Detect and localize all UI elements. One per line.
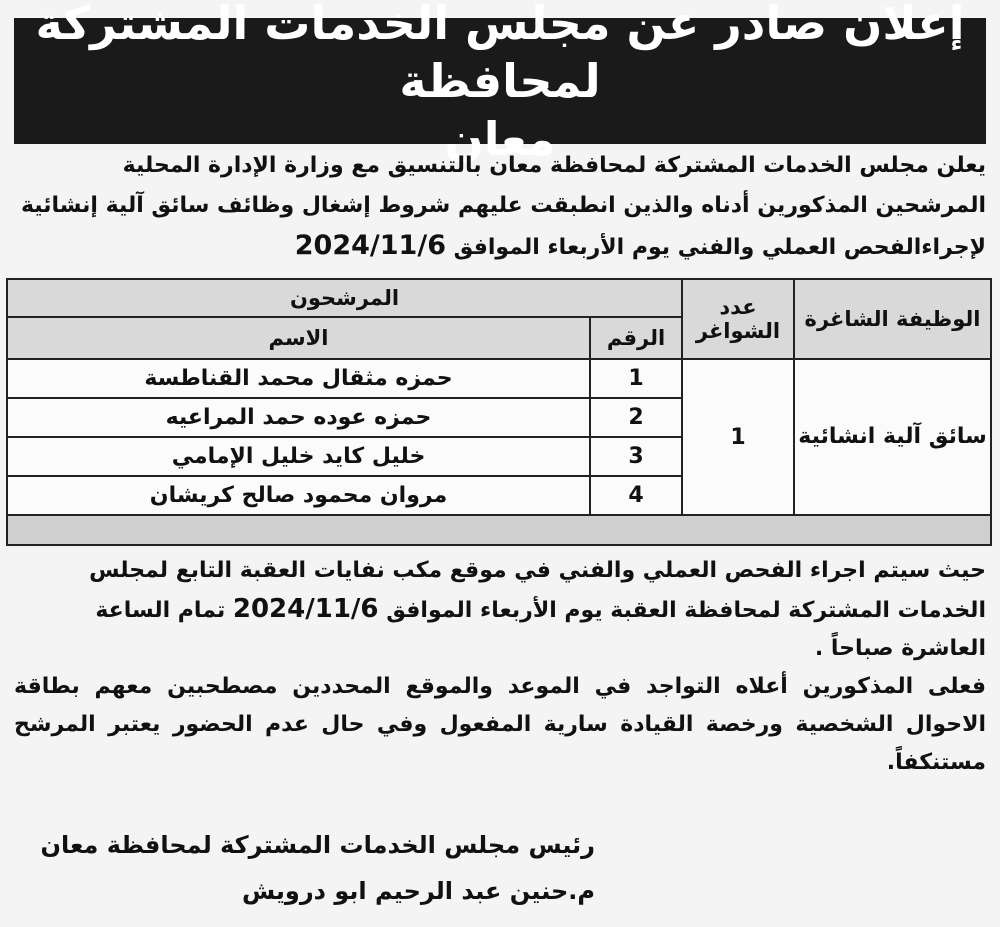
- candidate-name: حمزه مثقال محمد القناطسة: [7, 359, 590, 398]
- details-line-2: [14, 590, 986, 630]
- candidate-number: 4: [590, 476, 682, 515]
- intro-line-2: المرشحين المذكورين أدناه والذين انطبقت عليهم شروط إشغال وظائف سائق آلية إنشائية: [20, 193, 986, 218]
- intro-line-3-text: لإجراءالفحص العملي والفني يوم الأربعاء الموافق: [453, 235, 986, 260]
- header-number: الرقم: [590, 317, 682, 359]
- header-count: عدد الشواغر: [682, 279, 794, 359]
- candidate-number: 2: [590, 398, 682, 437]
- exam-date: 2024/11/6: [294, 230, 446, 261]
- details-line-1: حيث سيتم اجراء الفحص العملي والفني في موقع مكب نفايات العقبة التابع لمجلس: [89, 558, 986, 583]
- header-job: الوظيفة الشاغرة: [794, 279, 991, 359]
- signature-title: رئيس مجلس الخدمات المشتركة لمحافظة معان: [40, 831, 595, 859]
- details-line-3: العاشرة صباحاً .: [814, 636, 986, 661]
- vacancy-count-cell: 1: [682, 359, 794, 515]
- candidate-name: حمزه عوده حمد المراعيه: [7, 398, 590, 437]
- header-candidates: المرشحون: [7, 279, 682, 317]
- title-line-2: معان: [444, 112, 556, 166]
- candidate-name: خليل كايد خليل الإمامي: [7, 437, 590, 476]
- job-title-cell: سائق آلية انشائية: [794, 359, 991, 515]
- table-footer-row: [7, 515, 991, 545]
- candidates-table: [6, 278, 992, 546]
- table-footer-cell: [7, 515, 991, 545]
- table-row: [7, 359, 991, 398]
- title-line-1: إعلان صادر عن مجلس الخدمات المشتركة لمحافظة: [35, 0, 965, 108]
- exam-details-paragraph: [14, 552, 986, 782]
- intro-line-1: يعلن مجلس الخدمات المشتركة لمحافظة معان بالتنسيق مع وزارة الإدارة المحلية: [122, 153, 986, 178]
- candidate-number: 1: [590, 359, 682, 398]
- details-line-2-prefix: الخدمات المشتركة لمحافظة العقبة يوم الأربعاء الموافق: [386, 598, 986, 623]
- details-line-2-suffix: تمام الساعة: [95, 598, 226, 623]
- candidate-number: 3: [590, 437, 682, 476]
- candidate-name: مروان محمود صالح كريشان: [7, 476, 590, 515]
- header-name: الاسم: [7, 317, 590, 359]
- instructions-paragraph: فعلى المذكورين أعلاه التواجد في الموعد والموقع المحددين مصطحبين معهم بطاقة الاحوال الشخصية ورخصة القيادة سارية المفعول وفي حال عدم الحضور يعتبر المرشح مستنكفاً.: [14, 674, 986, 775]
- details-date: 2024/11/6: [232, 594, 379, 624]
- signature-name: م.حنين عبد الرحيم ابو درويش: [241, 877, 595, 905]
- intro-paragraph: [14, 146, 986, 268]
- intro-line-3: [14, 226, 986, 268]
- signature-block: [40, 822, 595, 914]
